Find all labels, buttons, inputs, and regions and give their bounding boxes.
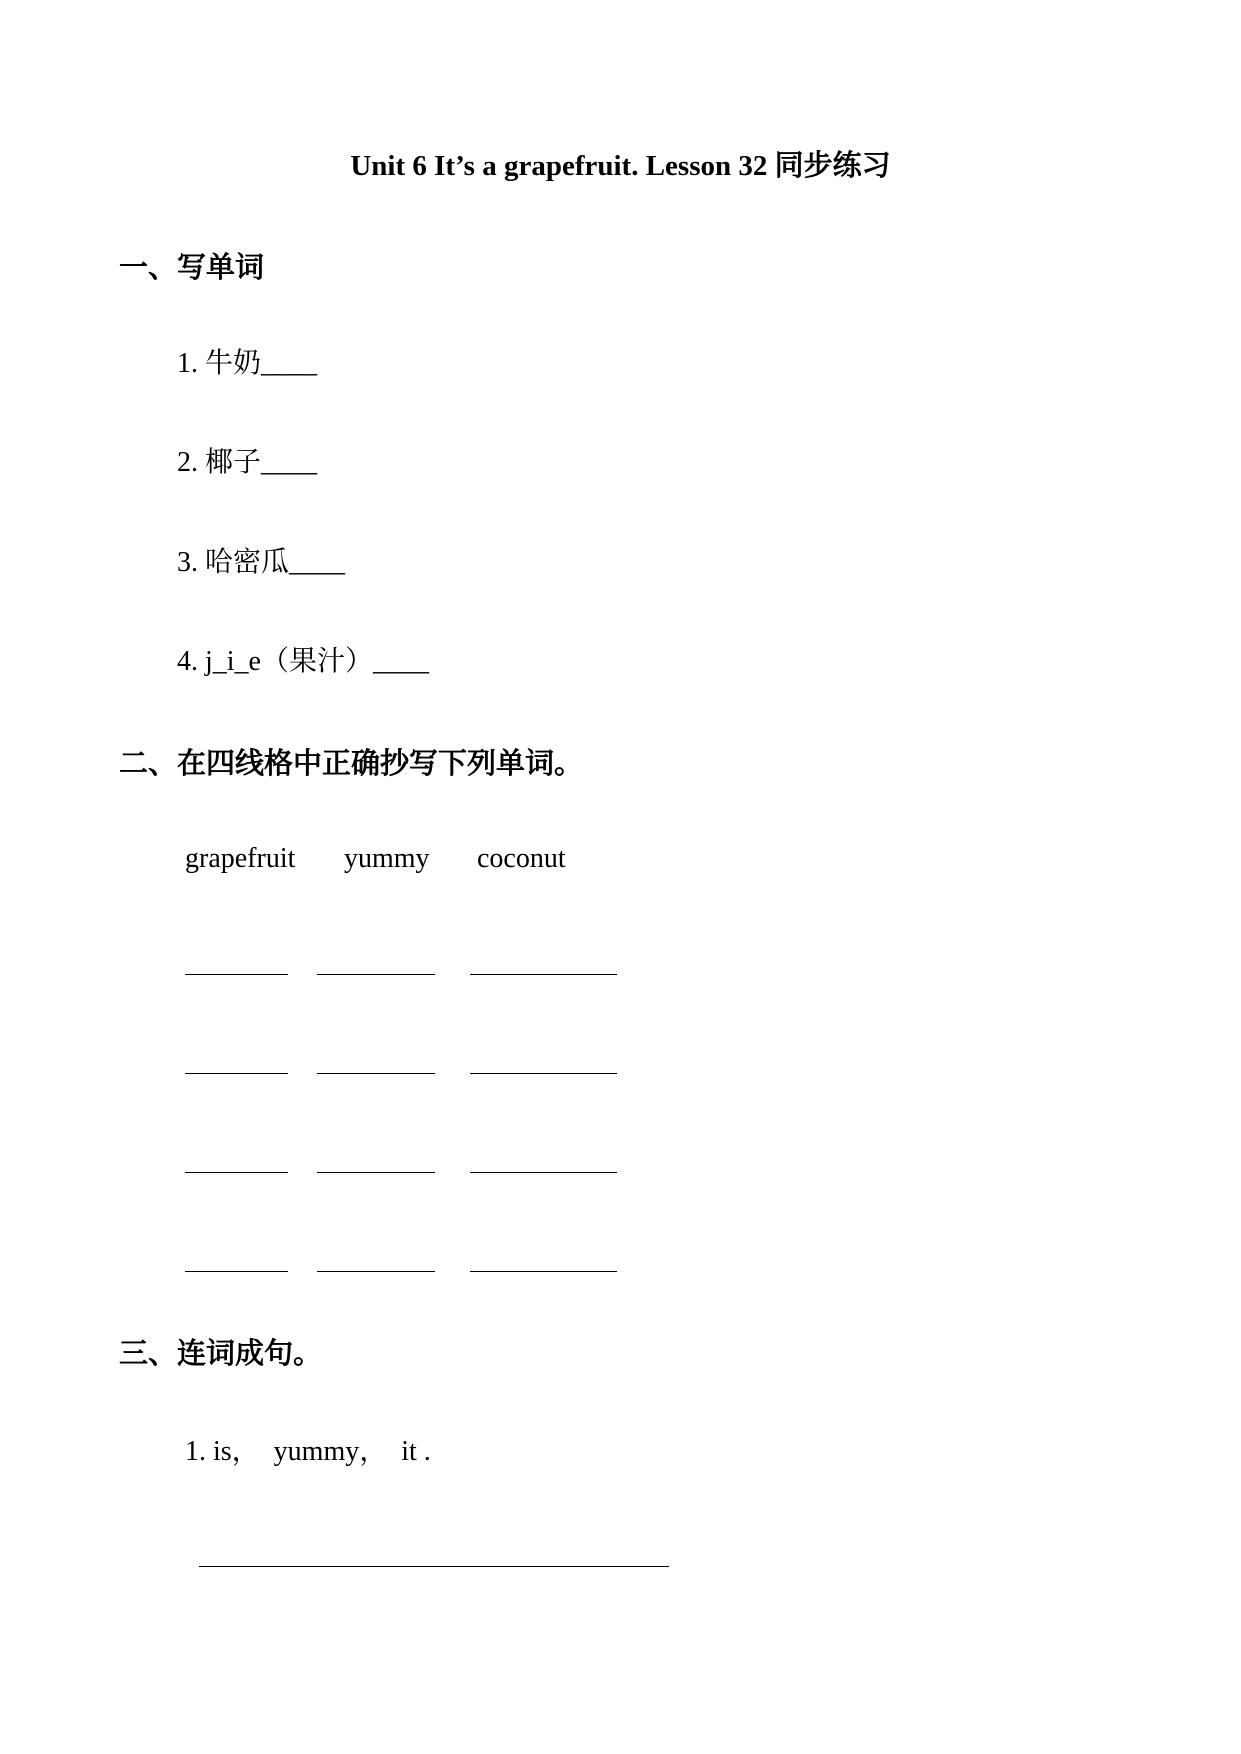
copy-word-3: coconut — [477, 843, 566, 874]
copy-line[interactable] — [185, 974, 288, 975]
sentence-item-1: 1. is， yummy， it . — [185, 1436, 431, 1467]
word-item-3: 3. 哈密瓜____ — [177, 547, 346, 578]
page-title: Unit 6 It’s a grapefruit. Lesson 32 同步练习 — [350, 150, 891, 182]
word-item-1: 1. 牛奶____ — [177, 348, 318, 379]
copy-word-1: grapefruit — [185, 843, 296, 874]
section-3-heading: 三、连词成句。 — [119, 1338, 323, 1370]
copy-line[interactable] — [317, 974, 435, 975]
copy-line[interactable] — [185, 1172, 288, 1173]
word-item-4: 4. j_i_e（果汁）____ — [177, 646, 429, 677]
copy-line[interactable] — [317, 1172, 435, 1173]
copy-line[interactable] — [317, 1073, 435, 1074]
section-1-heading: 一、写单词 — [119, 252, 265, 284]
copy-line[interactable] — [470, 1073, 617, 1074]
copy-line[interactable] — [317, 1271, 435, 1272]
copy-line[interactable] — [185, 1271, 288, 1272]
copy-line[interactable] — [470, 974, 617, 975]
copy-line[interactable] — [470, 1172, 617, 1173]
word-item-2: 2. 椰子____ — [177, 447, 318, 478]
answer-line[interactable] — [199, 1566, 669, 1567]
copy-line[interactable] — [185, 1073, 288, 1074]
copy-word-2: yummy — [344, 843, 430, 874]
section-2-heading: 二、在四线格中正确抄写下列单词。 — [119, 748, 584, 780]
copy-line[interactable] — [470, 1271, 617, 1272]
